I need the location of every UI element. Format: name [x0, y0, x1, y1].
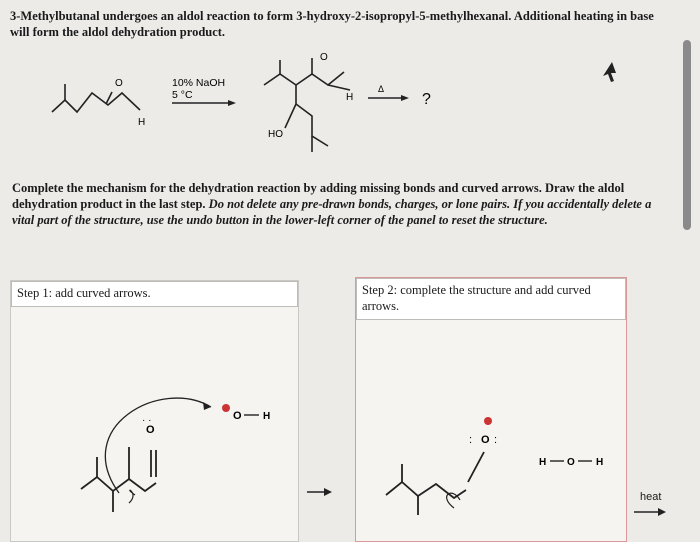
delta-label: Δ: [378, 84, 385, 94]
step1-curved-arrow[interactable]: [105, 398, 211, 493]
unknown-product-label: ?: [422, 91, 431, 108]
instructions-italic: Do not delete any pre-drawn bonds, charges, or lone pairs. If you accidentally delete a vital part of the structure, use the undo button in the lower-left corner of the panel to reset the structure.: [12, 197, 652, 227]
step2-panel[interactable]: [355, 277, 627, 542]
step1-molecule: [81, 447, 156, 512]
scrollbar[interactable]: [683, 40, 691, 230]
mouse-cursor-icon: [603, 62, 616, 82]
reaction-scheme: [0, 40, 700, 200]
step2-canvas[interactable]: [356, 320, 626, 541]
step2-water-h2-label: H: [596, 457, 604, 468]
product-ho-label: HO: [268, 129, 283, 140]
reaction-arrow-2: [368, 95, 409, 101]
intro-text: 3-Methylbutanal undergoes an aldol reaction to form 3-hydroxy-2-isopropyl-5-methylhexanal. Additional heating in base will form the aldol dehydration product.: [10, 9, 654, 39]
step1-title: Step 1: add curved arrows.: [11, 281, 298, 307]
step1-panel[interactable]: [10, 280, 299, 542]
step-arrow: [305, 478, 335, 502]
step1-carbonyl-o-label: O: [146, 424, 155, 436]
step2-lone-pairs: :: [469, 434, 473, 446]
step2-lone-pairs-right: :: [494, 434, 498, 446]
step1-curved-arrow-2[interactable]: [129, 490, 135, 503]
step2-water-o-label: O: [567, 457, 575, 468]
step2-oxygen-label: O: [481, 434, 490, 446]
reactant-h-label: H: [138, 117, 146, 128]
step2-title: Step 2: complete the structure and add curved arrows.: [356, 278, 626, 320]
step1-negative-charge-icon: [222, 404, 230, 412]
step1-canvas[interactable]: [11, 307, 298, 541]
step2-negative-charge-icon: [484, 417, 492, 425]
reagent-temp: 5 °C: [172, 89, 193, 101]
product-h-label: H: [346, 92, 354, 103]
heat-label: heat: [640, 491, 662, 503]
step1-hydroxide-o-label: O: [233, 410, 242, 422]
heat-arrow: [632, 505, 668, 519]
instructions: [12, 180, 672, 228]
reactant-o-label: O: [115, 78, 123, 89]
reactant-structure: [52, 84, 140, 112]
step1-hydroxide-h-label: H: [263, 411, 271, 422]
step1-lone-pairs: · ·: [142, 415, 152, 426]
step2-molecule: [386, 452, 484, 515]
reagent-naoh: 10% NaOH: [172, 77, 226, 89]
product-o-label: O: [320, 52, 328, 63]
instructions-plain: Complete the mechanism for the dehydration reaction by adding missing bonds and curved arrows. Draw the aldol dehydration product in the last step.: [12, 181, 625, 211]
step2-water-h1-label: H: [539, 457, 547, 468]
